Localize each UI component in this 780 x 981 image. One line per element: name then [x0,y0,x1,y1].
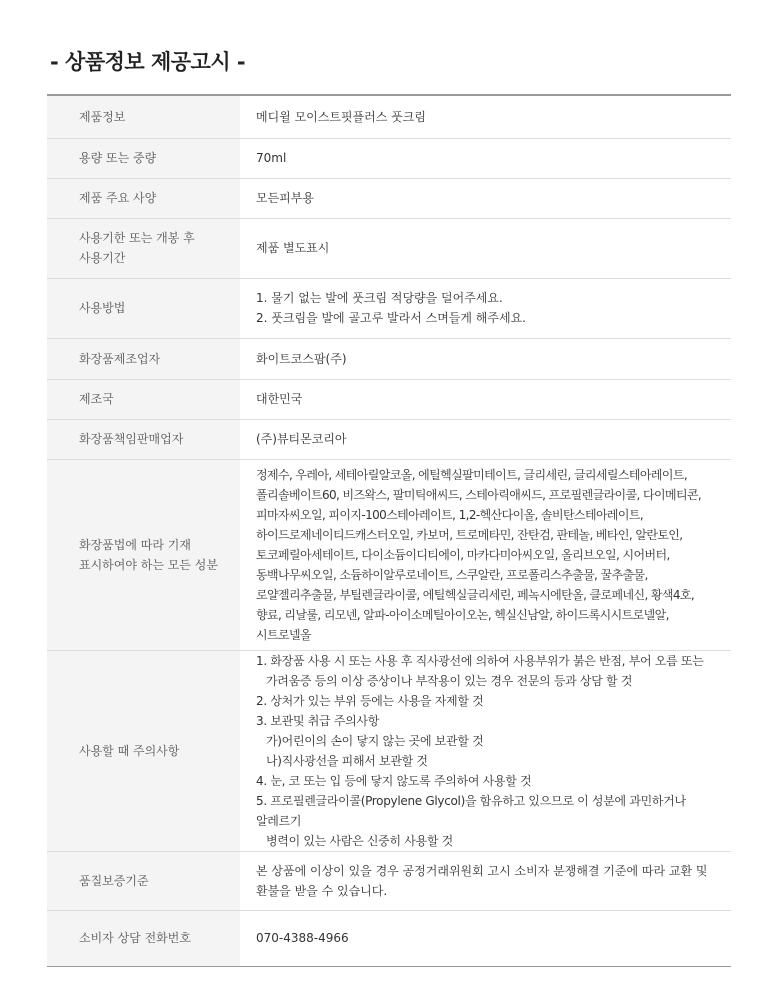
product-info-table [47,94,731,967]
caution-item: 5. 프로필렌글라이콜(Propylene Glycol)을 함유하고 있으므로 이 성분에 과민하거나 알레르기 [256,793,686,828]
row-value: 70ml [240,138,731,178]
page-title: - 상품정보 제공고시 - [50,50,246,74]
caution-item: 4. 눈, 코 또는 입 등에 닿지 않도록 주의하여 사용할 것 [256,773,532,788]
row-value [240,851,731,910]
row-label: 소비자 상담 전화번호 [47,910,240,966]
row-label: 사용방법 [47,278,240,338]
row-value: 모든피부용 [240,178,731,218]
table-row [47,910,731,966]
table-row [47,338,731,379]
table-row [47,851,731,910]
caution-item: 병력이 있는 사람은 신중히 사용할 것 [266,833,453,848]
caution-item: 3. 보관및 취급 주의사항 [256,713,380,728]
row-label: 제품정보 [47,95,240,138]
ingredients-list: 정제수, 우레아, 세테아릴알코올, 에틸헥실팔미테이트, 글리세린, 글리세릴스테아레이트, 폴리솔베이트60, 비즈왁스, 팔미틱애씨드, 스테아릭애씨드, 프로필렌글라이콜, 다이메티콘, 피마자씨오일, 피이지-100스테아레이트, 1,2-헥산다이올, 솔비탄스테아레이트, 하이드로제네이티드캐스터오일, 카보머, 트로메타민, 잔탄검, 판테놀, 베타인, 알란토인, 토코페릴아세테이트, 다이소듐이디티에이, 마카다미아씨오일, 올리브오일, 시어버터, 동백나무씨오일, 소듐하이알루로네이트, 스쿠알란, 프로폴리스추출물, 꿀추출물, 로얄젤리추출물, 부틸렌글라이콜, 에틸헥실글리세린, 페녹시에탄올, 클로페네신, 황색4호, 향료, 리날룰, 리모넨, 알파-아이소메틸아이오논, 헥실신남알, 하이드록시시트로넬알, 시트로넬올 [240,459,731,650]
row-value: 제품 별도표시 [240,218,731,278]
row-value: (주)뷰티몬코리아 [240,419,731,459]
table-row [47,95,731,138]
row-label: 품질보증기준 [47,851,240,910]
row-value: 화이트코스팜(주) [240,338,731,379]
usage-step: 1. 물기 없는 발에 풋크림 적당량을 덜어주세요. [256,291,503,305]
table-row [47,650,731,851]
row-label: 사용기한 또는 개봉 후 사용기간 [47,218,240,278]
usage-step: 2. 풋크림을 발에 골고루 발라서 스며들게 해주세요. [256,311,526,325]
quality-text: 환불을 받을 수 있습니다. [256,883,388,898]
table-row [47,138,731,178]
caution-item: 1. 화장품 사용 시 또는 사용 후 직사광선에 의하여 사용부위가 붉은 반점, 부어 오름 또는 [256,653,704,668]
table-row [47,379,731,419]
phone-number: 070-4388-4966 [240,910,731,966]
row-value [240,278,731,338]
table-row [47,178,731,218]
table-row [47,419,731,459]
table-row [47,459,731,650]
table-row [47,218,731,278]
row-label: 제조국 [47,379,240,419]
row-label: 사용할 때 주의사항 [47,650,240,851]
quality-text: 본 상품에 이상이 있을 경우 공정거래위원회 고시 소비자 분쟁해결 기준에 따라 교환 및 [256,863,708,878]
caution-item: 가)어린이의 손이 닿지 않는 곳에 보관할 것 [266,733,484,748]
row-label: 화장품법에 따라 기재 표시하여야 하는 모든 성분 [47,459,240,650]
caution-item: 가려움증 등의 이상 증상이나 부작용이 있는 경우 전문의 등과 상담 할 것 [266,673,633,688]
table-row [47,278,731,338]
caution-item: 2. 상처가 있는 부위 등에는 사용을 자제할 것 [256,693,484,708]
row-label: 화장품책임판매업자 [47,419,240,459]
caution-item: 나)직사광선을 피해서 보관할 것 [266,753,428,768]
row-label: 화장품제조업자 [47,338,240,379]
row-label: 용량 또는 중량 [47,138,240,178]
row-value: 대한민국 [240,379,731,419]
row-value [240,650,731,851]
row-label: 제품 주요 사양 [47,178,240,218]
row-value: 메디윌 모이스트핏플러스 풋크림 [240,95,731,138]
